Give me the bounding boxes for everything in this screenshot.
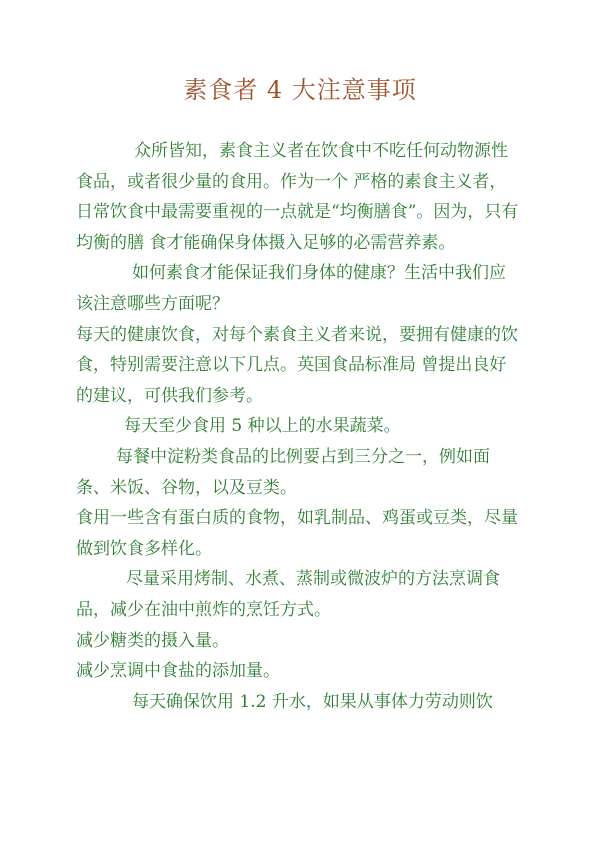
page-title: 素食者 4 大注意事项 (183, 76, 417, 104)
paragraph: 每天的健康饮食，对每个素食主义者来说，要拥有健康的饮食，特别需要注意以下几点。英国食品标准局 曾提出良好的建议，可供我们参考。 (76, 324, 518, 406)
paragraph: 食用一些含有蛋白质的食物，如乳制品、鸡蛋或豆类，尽量做到饮食多样化。 (76, 508, 518, 559)
paragraph: 每天确保饮用 1.2 升水，如果从事体力劳动则饮 (132, 691, 493, 712)
paragraph: 每天至少食用 5 种以上的水果蔬菜。 (124, 416, 401, 437)
paragraph: 减少糖类的摄入量。 (76, 630, 229, 651)
paragraph: 减少烹调中食盐的添加量。 (76, 661, 280, 682)
paragraph: 每餐中淀粉类食品的比例要占到三分之一，例如面条、米饭、谷物，以及豆类。 (76, 446, 490, 498)
paragraph: 尽量采用烤制、水煮、蒸制或微波炉的方法烹调食品，减少在油中煎炸的烹饪方式。 (76, 569, 500, 620)
paragraph: 如何素食才能保证我们身体的健康？生活中我们应该注意哪些方面呢？ (76, 263, 506, 314)
document-body (76, 136, 522, 717)
paragraph: 众所皆知，素食主义者在饮食中不吃任何动物源性食品，或者很少量的食用。作为一个 严格的素食主义者，日常饮食中最需要重视的一点就是“均衡膳食”。因为，只有均衡的膳 食才能确保身体摄入足够的必需营养素。 (76, 141, 519, 253)
